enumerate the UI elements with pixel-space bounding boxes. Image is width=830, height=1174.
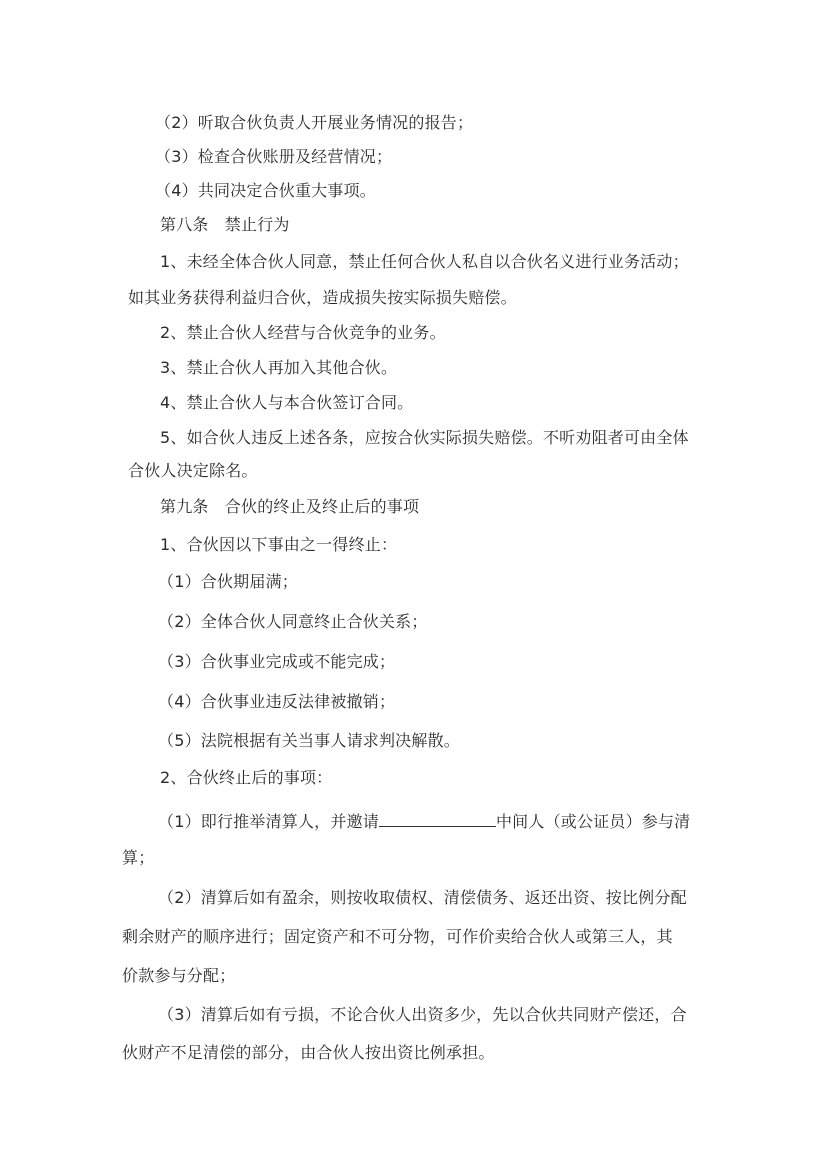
paragraph: （5）法院根据有关当事人请求判决解散。 — [158, 731, 460, 750]
paragraph: 伙财产不足清偿的部分，由合伙人按出资比例承担。 — [122, 1043, 495, 1062]
paragraph: 5、如合伙人违反上述各条，应按合伙实际损失赔偿。不听劝阻者可由全体 — [160, 428, 689, 447]
paragraph: 价款参与分配； — [122, 966, 236, 985]
paragraph: （2）听取合伙负责人开展业务情况的报告； — [155, 113, 474, 132]
paragraph: （4）共同决定合伙重大事项。 — [155, 181, 376, 200]
paragraph: 4、禁止合伙人与本合伙签订合同。 — [160, 393, 414, 412]
paragraph: 合伙人决定除名。 — [128, 461, 258, 480]
paragraph: （2）清算后如有盈余，则按收取债权、清偿债务、返还出资、按比例分配 — [158, 888, 687, 907]
paragraph: （3）合伙事业完成或不能完成； — [158, 652, 396, 671]
fill-in-blank — [379, 810, 496, 827]
paragraph: 剩余财产的顺序进行；固定资产和不可分物，可作价卖给合伙人或第三人，其 — [122, 927, 673, 946]
paragraph: （2）全体合伙人同意终止合伙关系； — [158, 612, 428, 631]
paragraph: 3、禁止合伙人再加入其他合伙。 — [160, 358, 398, 377]
paragraph: 2、合伙终止后的事项： — [160, 768, 333, 787]
paragraph-text: （1）即行推举清算人，并邀请 — [158, 812, 379, 831]
paragraph: 2、禁止合伙人经营与合伙竞争的业务。 — [160, 323, 446, 342]
paragraph: 算； — [122, 848, 155, 867]
paragraph: （1）合伙期届满； — [158, 572, 298, 591]
section-heading: 第八条 禁止行为 — [160, 215, 290, 234]
section-heading: 第九条 合伙的终止及终止后的事项 — [160, 497, 420, 516]
paragraph: 如其业务获得利益归合伙，造成损失按实际损失赔偿。 — [128, 288, 517, 307]
paragraph: 1、合伙因以下事由之一得终止： — [160, 535, 398, 554]
paragraph: 1、未经全体合伙人同意，禁止任何合伙人私自以合伙名义进行业务活动； — [160, 252, 689, 271]
paragraph: （4）合伙事业违反法律被撤销； — [158, 692, 396, 711]
paragraph: （3）检查合伙账册及经营情况； — [155, 147, 393, 166]
paragraph — [158, 810, 690, 832]
paragraph: （3）清算后如有亏损，不论合伙人出资多少，先以合伙共同财产偿还，合 — [158, 1005, 687, 1024]
paragraph-text: 中间人（或公证员）参与清 — [495, 812, 691, 831]
